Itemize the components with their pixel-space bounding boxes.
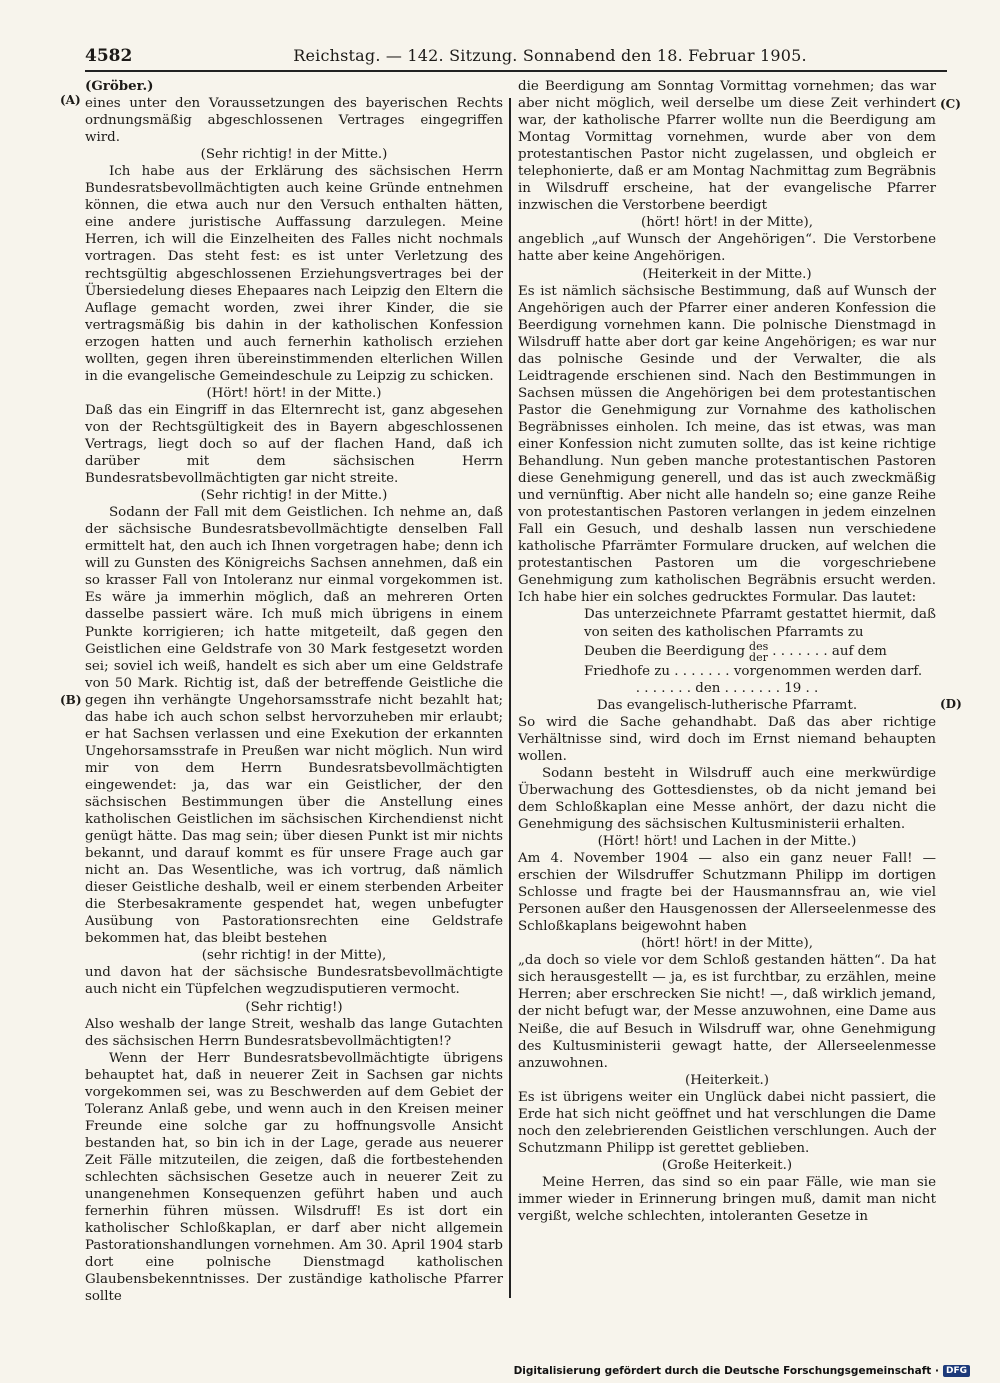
- dfg-logo: DFG: [943, 1365, 970, 1377]
- interjection: . . . . . . . den . . . . . . . 19 . .: [635, 680, 819, 696]
- form-text: . . . . . . . auf dem: [772, 644, 887, 660]
- paragraph: Sodann besteht in Wilsdruff auch eine merkwürdige Überwachung des Gottesdienstes, ob da nicht jemand bei dem Schloßkaplan eine Messe anhört, der dazu nicht die Genehmigung des sächsischen Kultusministerii erhalten.: [518, 765, 936, 832]
- interjection: (Sehr richtig! in der Mitte.): [200, 488, 388, 504]
- paragraph: So wird die Sache gehandhabt. Daß das aber richtige Verhältnisse sind, wird doch im Ernst niemand behaupten wollen.: [518, 714, 936, 764]
- paragraph: Es ist nämlich sächsische Bestimmung, daß auf Wunsch der Angehörigen auch der Pfarrer einer anderen Konfession die Beerdigung vornehmen kann. Die polnische Dienstmagd in Wilsdruff hatte aber dort gar keine Angehörigen; es war nur das polnische Gesinde und der Verwalter, die als Leidtragende erschienen sind. Nach den Bestimmungen in Sachsen müssen die Angehörigen bei dem protestantischen Pastor die Genehmigung zur Vornahme des katholischen Begräbnisses einholen. Ich meine, das ist etwas, was man einer Konfession nicht zumuten sollte, das ist keine richtige Behandlung. Nun geben manche protestantischen Pastoren diese Genehmigung generell, und das ist auch zweckmäßig und vernünftig. Aber nicht alle handeln so; eine ganze Reihe von protestantischen Pastoren verlangen in jedem einzelnen Fall ein Gesuch, und deshalb lassen nun verschiedene katholische Pfarrämter Formulare drucken, auf welchen die protestantischen Pastoren um die vorgeschriebene Genehmigung zum katholischen Begräbnis ersucht werden. Ich habe hier ein solches gedrucktes Formular. Das lautet:: [518, 283, 936, 606]
- interjection: (hört! hört! in der Mitte),: [641, 936, 813, 952]
- header-rule: [85, 70, 947, 72]
- margin-mark-c: (C): [940, 97, 961, 111]
- column-divider: [509, 98, 511, 1298]
- margin-mark-b: (B): [60, 693, 82, 707]
- paragraph: Also weshalb der lange Streit, weshalb das lange Gutachten des sächsischen Herrn Bundesratsbevollmächtigten!?: [85, 1016, 503, 1049]
- interjection: (Hört! hört! in der Mitte.): [206, 385, 382, 401]
- right-column: [518, 78, 936, 1225]
- article-option: des: [749, 639, 769, 653]
- form-text: Friedhofe zu . . . . . . . vorgenommen werden darf.: [584, 663, 923, 679]
- paragraph: Es ist übrigens weiter ein Unglück dabei nicht passiert, die Erde hat sich nicht geöffnet und hat verschlungen die Dame noch den zelebrierenden Geistlichen verschlungen. Auch der Schutzmann Philipp ist gerettet geblieben.: [518, 1089, 936, 1156]
- interjection: (Heiterkeit.): [685, 1072, 769, 1088]
- margin-mark-d: (D): [940, 697, 962, 711]
- interjection: (Sehr richtig!): [245, 999, 343, 1015]
- footer-text: Digitalisierung gefördert durch die Deutsche Forschungsgemeinschaft ·: [513, 1365, 939, 1377]
- paragraph: Ich habe aus der Erklärung des sächsischen Herrn Bundesratsbevollmächtigten auch keine Gründe entnehmen können, die etwa auch nur den Versuch enthalten hätten, eine andere juristische Auffassung darzulegen. Meine Herren, ich will die Einzelheiten des Falles nicht nochmals vortragen. Das steht fest: es ist unter Verletzung des rechtsgültig abgeschlossenen Erziehungsvertrages bei der Übersiedelung dieses Ehepaares nach Leipzig den Eltern die Auflage gemacht worden, zwei ihrer Kinder, die sie vertragsmäßig bis dahin in der katholischen Konfession erzogen hatten und auch fernerhin katholisch erziehen wollten, gegen ihren übereinstimmenden elterlichen Willen in die evangelische Gemeindeschule zu Leipzig zu schicken.: [85, 164, 503, 384]
- article-option: der: [749, 650, 768, 664]
- interjection: (hört! hört! in der Mitte),: [641, 215, 813, 231]
- interjection: (Hört! hört! und Lachen in der Mitte.): [597, 834, 857, 850]
- paragraph: Daß das ein Eingriff in das Elternrecht ist, ganz abgesehen von der Rechtsgültigkeit des in Bayern abgeschlossenen Vertrags, liegt doch so auf der flachen Hand, daß ich darüber mit dem sächsischen Herrn Bundesratsbevollmächtigten gar nicht streite.: [85, 402, 503, 487]
- interjection: (Heiterkeit in der Mitte.): [642, 266, 812, 282]
- page-header: [85, 46, 945, 70]
- speaker-name: (Gröber.): [85, 78, 154, 94]
- page-number: 4582: [85, 46, 133, 66]
- form-line: [518, 641, 936, 663]
- interjection: (Sehr richtig! in der Mitte.): [200, 147, 388, 163]
- page-title: Reichstag. — 142. Sitzung. Sonnabend den 18. Februar 1905.: [293, 46, 807, 65]
- paragraph: und davon hat der sächsische Bundesratsbevollmächtigte auch nicht ein Tüpfelchen wegzudisputieren vermocht.: [85, 965, 503, 998]
- interjection: Das evangelisch-lutherische Pfarramt.: [596, 697, 858, 713]
- form-text: Deuben die Beerdigung: [584, 644, 746, 660]
- paragraph: angeblich „auf Wunsch der Angehörigen“. Die Verstorbene hatte aber keine Angehörigen.: [518, 232, 936, 265]
- paragraph: Wenn der Herr Bundesratsbevollmächtigte übrigens behauptet hat, daß in neuerer Zeit in Sachsen gar nichts vorgekommen sei, was zu Beschwerden auf dem Gebiet der Toleranz Anlaß gebe, und wenn auch in den Kreisen meiner Freunde eine solche gar zu hoffnungsvolle Ansicht bestanden hat, so bin ich in der Lage, gerade aus neuerer Zeit Fälle mitzuteilen, die zeigen, daß die fortbestehenden schlechten sächsischen Gesetze auch in neuerer Zeit zu unangenehmen Konsequenzen geführt haben und auch fernerhin führen müssen. Wilsdruff! Es ist dort ein katholischer Schloßkaplan, er darf aber nicht allgemein Pastorationshandlungen vornehmen. Am 30. April 1904 starb dort eine polnische Dienstmagd katholischen Glaubensbekenntnisses. Der zuständige katholische Pfarrer sollte: [85, 1050, 503, 1305]
- paragraph: eines unter den Voraussetzungen des bayerischen Rechts ordnungsmäßig abgeschlossenen Vertrages eingegriffen wird.: [85, 96, 503, 146]
- digitization-footer: [514, 1365, 970, 1377]
- paragraph: Am 4. November 1904 — also ein ganz neuer Fall! — erschien der Wilsdruffer Schutzmann Philipp im dortigen Schlosse und fragte bei der Hausmannsfrau an, wie viel Personen außer den Hausgenossen der Allerseelenmesse des Schloßkaplans beigewohnt haben: [518, 851, 936, 935]
- paragraph: die Beerdigung am Sonntag Vormittag vornehmen; das war aber nicht möglich, weil derselbe um diese Zeit verhindert war, der katholische Pfarrer wollte nun die Beerdigung am Montag Vormittag vornehmen, wurde aber von dem protestantischen Pastor nicht zugelassen, und obgleich er telephonierte, daß er am Montag Nachmittag zum Begräbnis in Wilsdruff erscheine, hat der evangelische Pfarrer inzwischen die Verstorbene beerdigt: [518, 79, 936, 214]
- interjection: (sehr richtig! in der Mitte),: [201, 948, 387, 964]
- interjection: (Große Heiterkeit.): [661, 1157, 793, 1173]
- margin-mark-a: (A): [60, 93, 81, 107]
- paragraph: „da doch so viele vor dem Schloß gestanden hätten“. Da hat sich herausgestellt — ja, es ist furchtbar, zu erzählen, meine Herren; aber erschrecken Sie nicht! —, daß wirklich jemand, der nicht befugt war, der Messe anzuwohnen, eine Dame aus Neiße, die auf Besuch in Wilsdruff war, ohne Genehmigung des Kultusministerii gewagt hatte, der Allerseelenmesse anzuwohnen.: [518, 953, 936, 1071]
- form-text: Das unterzeichnete Pfarramt gestattet hiermit, daß von seiten des katholischen Pfarramts zu: [584, 607, 936, 640]
- article-choice: [749, 641, 768, 663]
- paragraph: Meine Herren, das sind so ein paar Fälle, wie man sie immer wieder in Erinnerung bringen muß, damit man nicht vergißt, welche schlechten, intoleranten Gesetze in: [518, 1174, 936, 1225]
- left-column: [85, 78, 503, 1305]
- paragraph: Sodann der Fall mit dem Geistlichen. Ich nehme an, daß der sächsische Bundesratsbevollmächtigte denselben Fall ermittelt hat, den auch ich Ihnen vorgetragen habe; denn ich will zu Gunsten des Königreichs Sachsen annehmen, daß ein so krasser Fall von Intoleranz nur einmal vorgekommen ist. Es wäre ja immerhin möglich, daß an mehreren Orten dasselbe passiert wäre. Ich muß mich übrigens in einem Punkte korrigieren; ich hatte mitgeteilt, daß gegen den Geistlichen eine Geldstrafe von 30 Mark festgesetzt worden sei; soviel ich weiß, handelt es sich aber um eine Geldstrafe von 50 Mark. Richtig ist, daß der betreffende Geistliche die gegen ihn verhängte Ungehorsamsstrafe nicht bezahlt hat; das habe ich auch schon selbst hervorzuheben mir erlaubt; er hat Sachsen verlassen und eine Exekution der erkannten Ungehorsamsstrafe in Preußen war nicht möglich. Nun wird mir von dem Herrn Bundesratsbevollmächtigten eingewendet: ja, das war ein Geistlicher, der den sächsischen Bestimmungen über die Anstellung eines katholischen Geistlichen im sächsischen Kirchendienst nicht genügt hätte. Das mag sein; über diesen Punkt ist mir nichts bekannt, und darauf kommt es für unsere Frage auch gar nicht an. Das Wesentliche, was ich vortrug, daß nämlich dieser Geistliche deshalb, weil er einem sterbenden Arbeiter die Sterbesakramente gespendet hat, wegen unbefugter Ausübung von Pastorationsrechten eine Geldstrafe bekommen hat, das bleibt bestehen: [85, 505, 503, 947]
